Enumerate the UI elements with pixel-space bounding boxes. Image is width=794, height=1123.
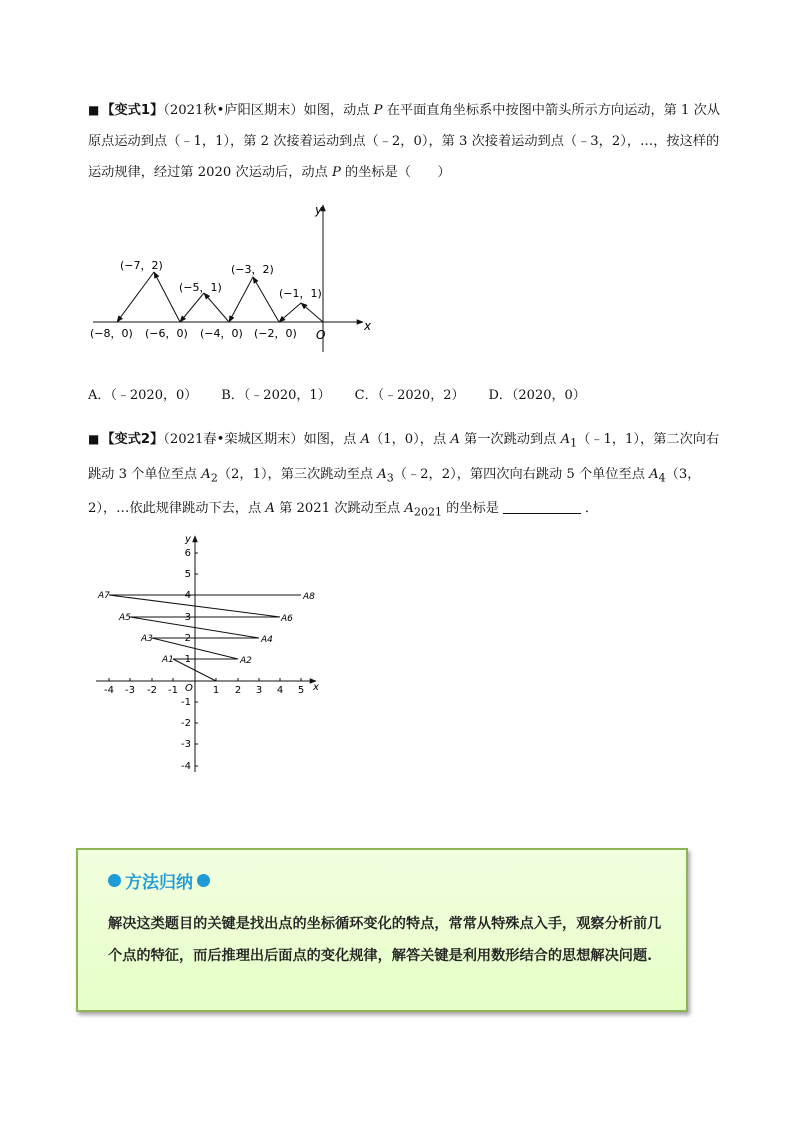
var-a: A	[560, 432, 571, 447]
axis-point-label: (−6，0)	[145, 327, 188, 340]
question-2-tag: 【变式2】	[101, 432, 164, 447]
question-2-text: ．	[584, 501, 599, 517]
figure-2	[88, 532, 328, 777]
point-label: A3	[141, 634, 153, 644]
answer-options	[88, 384, 586, 403]
y-tick-label: 4	[184, 590, 191, 601]
question-2-text: 第一次跳动到点	[459, 432, 561, 447]
y-tick-label: 3	[184, 612, 191, 623]
question-1-text: 如图，动点	[303, 103, 374, 118]
var-a: A	[360, 432, 371, 447]
figure-1	[88, 197, 388, 357]
point-label: A7	[98, 591, 110, 601]
var-p: P	[331, 165, 341, 180]
point-label: A2	[240, 656, 252, 666]
method-text: 解决这类题目的关键是找出点的坐标循环变化的特点，常常从特殊点入手，观察分析前几个点的特征，而后推理出后面点的变化规律，解答关键是利用数形结合的思想解决问题.	[108, 916, 662, 964]
bullet-dot-icon	[108, 874, 121, 887]
y-tick-label: 5	[184, 569, 191, 580]
square-bullet-icon: ■	[88, 432, 100, 446]
question-2-text: （﹣1，1），第二次向右跳动 3 个单位至点	[88, 432, 720, 482]
var-a: A	[377, 466, 387, 482]
x-tick-label: -1	[168, 685, 178, 696]
method-title	[108, 868, 210, 893]
point-label: A8	[303, 592, 315, 602]
path-segment	[180, 293, 204, 322]
y-tick-label: -1	[181, 697, 191, 708]
option-d[interactable]: D．（2020，0）	[488, 388, 586, 403]
x-axis-label: x	[313, 682, 319, 693]
y-tick-label: -4	[181, 761, 191, 772]
var-a: A	[201, 466, 211, 482]
path-segment	[154, 272, 180, 322]
bullet-dot-icon	[197, 874, 210, 887]
option-b[interactable]: B．（﹣2020，1）	[221, 388, 331, 403]
point-label: A5	[119, 613, 131, 623]
x-tick-labels	[104, 685, 304, 696]
y-tick-labels	[181, 548, 191, 772]
y-tick-label: -2	[181, 718, 191, 729]
question-1	[88, 95, 728, 188]
question-2-source: （2021春•栾城区期末）	[163, 432, 304, 447]
y-tick-label: -3	[181, 739, 191, 750]
path-segment	[253, 277, 279, 322]
point-label: A1	[162, 655, 174, 665]
point-label: (−3，2)	[231, 263, 274, 276]
y-axis-label: y	[315, 203, 323, 217]
x-tick-label: -2	[147, 685, 157, 696]
var-a: A	[649, 466, 659, 482]
question-2-text: （1，0），点	[370, 432, 451, 447]
point-label: A6	[281, 614, 293, 624]
point-label: (−7，2)	[120, 259, 163, 272]
question-1-tag: 【变式1】	[101, 103, 164, 118]
var-a: A	[265, 501, 275, 517]
y-tick-label: 6	[184, 548, 191, 559]
x-tick-label: 4	[276, 685, 284, 696]
y-axis-label: y	[185, 534, 191, 545]
question-2-text: （3，2），…依此规律跳动下去，点	[88, 466, 701, 517]
option-c[interactable]: C．（﹣2020，2）	[354, 388, 465, 403]
origin-label: O	[316, 328, 326, 342]
question-1-text: 在平面直角坐标系中按图中箭头所示方向运动，第 1 次从原点运动到点（﹣1，1），第 2 次接着运动到点（﹣2，0），第 3 次接着运动到点（﹣3，2），…，按这样的运动规律，经过第 2020 次运动后，动点	[88, 103, 721, 180]
question-2-text: （2，1），第三次跳动至点	[217, 466, 378, 482]
point-labels	[97, 591, 315, 666]
question-2-text: 的坐标是	[441, 501, 499, 517]
path-segment	[117, 272, 154, 322]
point-label: (−1，1)	[279, 287, 322, 300]
subscript: 3	[386, 471, 394, 485]
var-a: A	[450, 432, 460, 447]
path-segment	[229, 277, 253, 322]
x-tick-label: 5	[297, 685, 305, 696]
axis-point-label: (−2，0)	[254, 327, 297, 340]
path-segment	[204, 293, 229, 322]
question-2-text: 如图，点	[303, 432, 361, 447]
question-2	[88, 424, 728, 528]
x-tick-label: -3	[125, 685, 135, 696]
option-a[interactable]: A．（﹣2020，0）	[88, 388, 198, 403]
question-1-source: （2021秋•庐阳区期末）	[163, 103, 304, 118]
path-segment	[279, 303, 301, 322]
subscript: 4	[658, 471, 666, 485]
method-summary-box	[76, 848, 688, 1012]
square-bullet-icon: ■	[88, 103, 100, 117]
x-tick-label: 1	[212, 685, 220, 696]
question-2-text: （﹣2，2），第四次向右跳动 5 个单位至点	[393, 466, 650, 482]
subscript: 2021	[413, 505, 442, 519]
var-a: A	[404, 501, 414, 517]
y-tick-label: 2	[184, 633, 191, 644]
var-p: P	[373, 103, 383, 118]
path-segment	[301, 303, 323, 322]
x-tick-label: 3	[255, 685, 263, 696]
answer-blank[interactable]	[503, 499, 581, 514]
point-label: (−5，1)	[179, 281, 222, 294]
x-tick-label: 2	[234, 685, 242, 696]
question-2-text: 第 2021 次跳动至点	[274, 501, 405, 517]
subscript: 1	[570, 436, 578, 450]
subscript: 2	[210, 471, 218, 485]
x-axis-label: x	[364, 319, 372, 333]
axis-point-label: (−4，0)	[200, 327, 243, 340]
x-tick-label: -4	[104, 685, 114, 696]
y-tick-label: 1	[184, 654, 191, 665]
question-1-text: 的坐标是（ ）	[340, 165, 451, 180]
axis-point-label: (−8，0)	[90, 327, 133, 340]
method-title-text: 方法归纳	[125, 873, 193, 893]
point-label: A4	[261, 635, 273, 645]
origin-label: O	[185, 683, 193, 694]
